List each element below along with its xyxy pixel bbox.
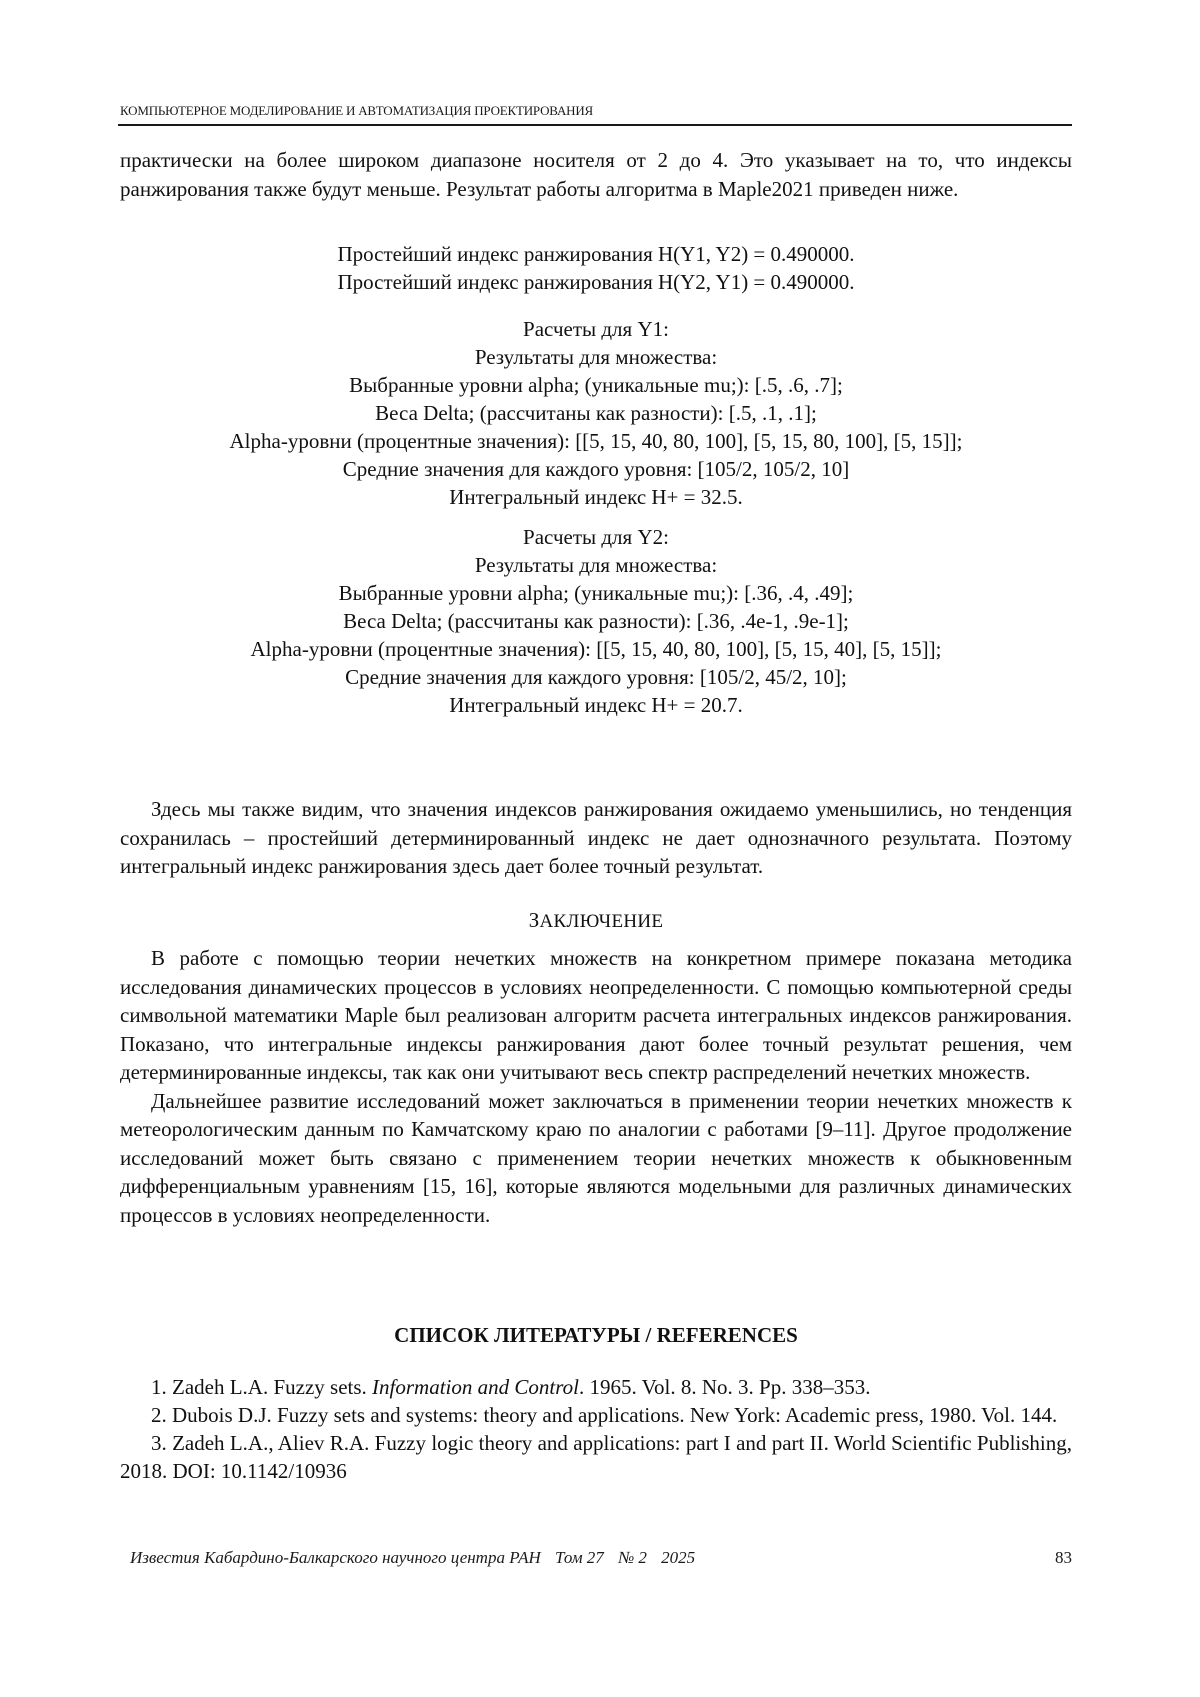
simple-index-line: Простейший индекс ранжирования H(Y2, Y1) = 0.490000. bbox=[337, 270, 855, 294]
calc-y1-subtitle: Результаты для множества: bbox=[474, 345, 718, 369]
header-rule bbox=[118, 124, 1072, 126]
footer-journal: Известия Кабардино-Балкарского научного центра РАН bbox=[130, 1548, 541, 1567]
calc-y2-integral-index: Интегральный индекс H+ = 20.7. bbox=[449, 693, 743, 717]
calc-y1-means: Средние значения для каждого уровня: [105/2, 105/2, 10] bbox=[342, 457, 850, 481]
references-title: СПИСОК ЛИТЕРАТУРЫ / REFERENCES bbox=[394, 1323, 798, 1347]
calc-y1-block bbox=[120, 315, 1072, 511]
intro-paragraph: практически на более широком диапазоне носителя от 2 до 4. Это указывает на то, что индексы ранжирования также будут меньше. Результат работы алгоритма в Maple2021 приведен ниже. bbox=[120, 148, 1072, 201]
calc-y1-integral-index: Интегральный индекс H+ = 32.5. bbox=[449, 485, 743, 509]
calc-y2-alpha-levels: Выбранные уровни alpha; (уникальные mu;): [.36, .4, .49]; bbox=[338, 581, 854, 605]
reference-number: 3. bbox=[151, 1431, 167, 1455]
reference-journal: Information and Control bbox=[372, 1375, 579, 1399]
reference-text-tail: . 1965. Vol. 8. No. 3. Pp. 338–353. bbox=[578, 1375, 871, 1399]
reference-text: Zadeh L.A., Aliev R.A. Fuzzy logic theory and applications: part I and part II. World Scientific Publishing, 2018. DOI: 10.1142/10936 bbox=[120, 1431, 1072, 1483]
conclusion-title-rest: АКЛЮЧЕНИЕ bbox=[539, 911, 664, 932]
footer-year: 2025 bbox=[661, 1548, 696, 1567]
calc-y2-title: Расчеты для Y2: bbox=[523, 525, 669, 549]
discussion-block bbox=[120, 795, 1072, 881]
conclusion-paragraph: Дальнейшее развитие исследований может заключаться в применении теории нечетких множеств к метеорологическим данным по Камчатскому краю по аналогии с работами [9–11]. Другое продолжение исследований может быть связано с применением теории нечетких множеств к обыкновенным дифференциальным уравнениям [15, 16], которые являются модельными для различных динамических процессов в условиях неопределенности. bbox=[120, 1088, 1072, 1227]
reference-text: Dubois D.J. Fuzzy sets and systems: theory and applications. New York: Academic press, 1980. Vol. 144. bbox=[172, 1403, 1058, 1427]
calc-y2-means: Средние значения для каждого уровня: [105/2, 45/2, 10]; bbox=[345, 665, 847, 689]
calc-y1-title: Расчеты для Y1: bbox=[523, 317, 669, 341]
calc-y2-alpha-percent: Alpha-уровни (процентные значения): [[5, 15, 40, 80, 100], [5, 15, 40], [5, 15]]; bbox=[250, 637, 942, 661]
reference-number: 1. bbox=[151, 1375, 167, 1399]
reference-item bbox=[120, 1401, 1072, 1429]
running-header: КОМПЬЮТЕРНОЕ МОДЕЛИРОВАНИЕ И АВТОМАТИЗАЦИЯ ПРОЕКТИРОВАНИЯ bbox=[120, 103, 593, 118]
conclusion-title-initial: З bbox=[528, 908, 540, 932]
reference-item bbox=[120, 1373, 1072, 1401]
simple-index-line: Простейший индекс ранжирования H(Y1, Y2) = 0.490000. bbox=[337, 242, 855, 266]
intro-paragraph-block bbox=[120, 146, 1072, 203]
page-number: 83 bbox=[1055, 1548, 1072, 1567]
footer-issue: № 2 bbox=[618, 1548, 647, 1567]
reference-number: 2. bbox=[151, 1403, 167, 1427]
conclusion-paragraph: В работе с помощью теории нечетких множеств на конкретном примере показана методика исследования динамических процессов в условиях неопределенности. С помощью компьютерной среды символьной математики Maple был реализован алгоритм расчета интегральных индексов ранжирования. Показано, что интегральные индексы ранжирования дают более точный результат решения, чем детерминированные индексы, так как они учитывают весь спектр распределений нечетких множеств. bbox=[120, 946, 1072, 1084]
references-list bbox=[120, 1373, 1072, 1485]
page-footer bbox=[130, 1548, 1072, 1568]
discussion-paragraph: Здесь мы также видим, что значения индексов ранжирования ожидаемо уменьшились, но тенденция сохранилась – простейший детерминированный индекс не дает однозначного результата. Поэтому интегральный индекс ранжирования здесь дает более точный результат. bbox=[120, 797, 1072, 878]
calc-y1-alpha-levels: Выбранные уровни alpha; (уникальные mu;): [.5, .6, .7]; bbox=[349, 373, 843, 397]
conclusion-title bbox=[120, 908, 1072, 933]
reference-text: Zadeh L.A. Fuzzy sets. bbox=[172, 1375, 373, 1399]
calc-y2-block bbox=[120, 523, 1072, 719]
footer-volume: Том 27 bbox=[555, 1548, 604, 1567]
simple-index-block bbox=[120, 240, 1072, 296]
calc-y2-subtitle: Результаты для множества: bbox=[474, 553, 718, 577]
calc-y2-delta-weights: Веса Delta; (рассчитаны как разности): [.36, .4e-1, .9e-1]; bbox=[343, 609, 849, 633]
calc-y1-alpha-percent: Alpha-уровни (процентные значения): [[5, 15, 40, 80, 100], [5, 15, 80, 100], [5, 15]]; bbox=[229, 429, 963, 453]
calc-y1-delta-weights: Веса Delta; (рассчитаны как разности): [.5, .1, .1]; bbox=[375, 401, 817, 425]
conclusion-body bbox=[120, 944, 1072, 1229]
reference-item bbox=[120, 1429, 1072, 1485]
